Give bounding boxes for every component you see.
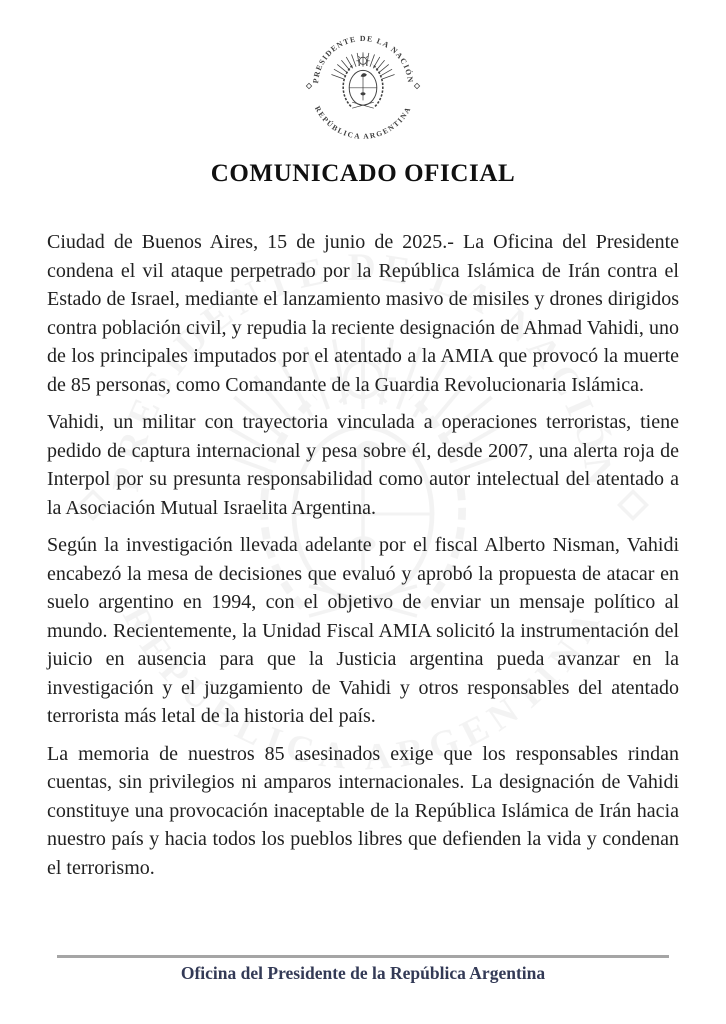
presidential-seal: [303, 26, 423, 146]
body-paragraph: Vahidi, un militar con trayectoria vinculada a operaciones terroristas, tiene pedido de captura internacional y pesa sobre él, desde 2007, una alerta roja de Interpol por su presunta responsabilidad como autor intelectual del atentado a la Asociación Mutual Israelita Argentina.: [47, 411, 679, 519]
body-paragraph: Ciudad de Buenos Aires, 15 de junio de 2025.- La Oficina del Presidente condena el vil ataque perpetrado por la República Islámica de Irán contra el Estado de Israel, mediante el lanzamiento masivo de misiles y drones dirigidos contra población civil, y repudia la reciente designación de Ahmad Vahidi, uno de los principales imputados por el atentado a la AMIA que provocó la muerte de 85 personas, como Comandante de la Guardia Revolucionaria Islámica.: [47, 231, 679, 396]
coat-of-arms-icon: [303, 26, 423, 146]
footer-text: Oficina del Presidente de la República Argentina: [180, 963, 546, 983]
body-paragraph: La memoria de nuestros 85 asesinados exige que los responsables rindan cuentas, sin privilegios ni amparos internacionales. La designación de Vahidi constituye una provocación inaceptable de la República Islámica de Irán hacia nuestro país y hacia todos los pueblos libres que defienden la vida y condenan el terrorismo.: [47, 742, 679, 879]
document-title: COMUNICADO OFICIAL: [210, 160, 516, 187]
document-body: [47, 228, 679, 891]
body-paragraph: Según la investigación llevada adelante por el fiscal Alberto Nisman, Vahidi encabezó la mesa de decisiones que evaluó y aprobó la propuesta de atacar en suelo argentino en 1994, con el objetivo de enviar un mensaje político al mundo. Recientemente, la Unidad Fiscal AMIA solicitó la instrumentación del juicio en ausencia para que la Justicia argentina pueda avanzar en la investigación y el juzgamiento de Vahidi y otros responsables del atentado terrorista más letal de la historia del país.: [47, 534, 679, 727]
footer-divider: [57, 955, 669, 958]
